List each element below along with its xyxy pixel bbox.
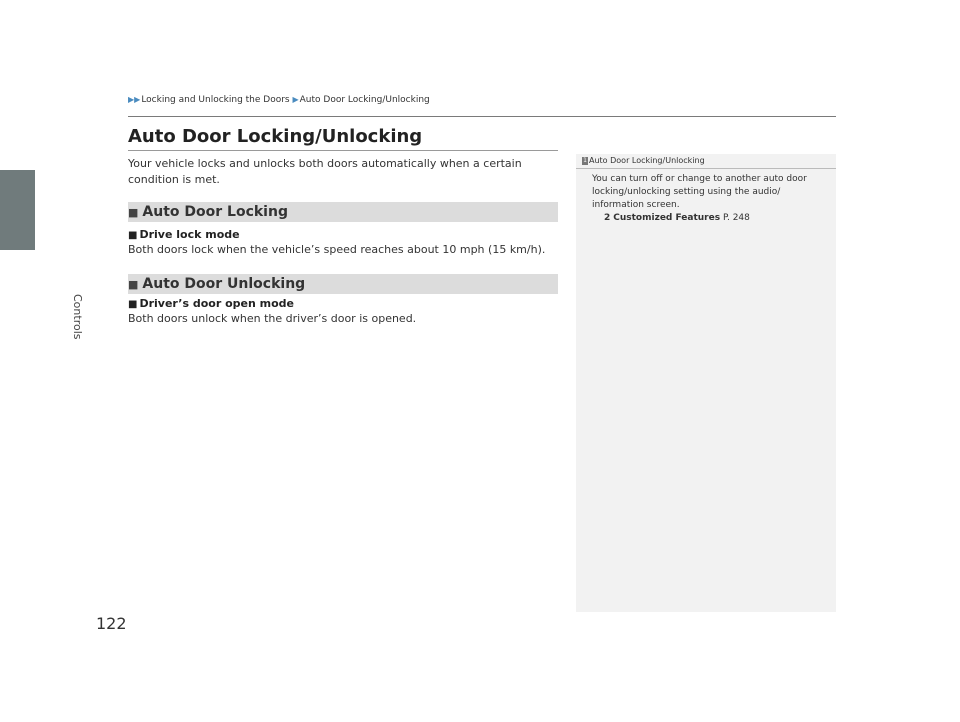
page-number: 122: [96, 614, 127, 633]
section-heading-locking: [128, 202, 558, 222]
breadcrumb-arrow-icon: ▶▶: [128, 95, 141, 104]
subheading-driver-door: [128, 297, 294, 310]
intro-paragraph: Your vehicle locks and unlocks both doors automatically when a certain condition is met.: [128, 157, 522, 186]
driver-door-description: Both doors unlock when the driver’s door is opened.: [128, 312, 417, 325]
subheading-drive-lock: [128, 228, 240, 241]
side-tab-marker: [0, 170, 35, 250]
note-text: You can turn off or change to another auto door locking/unlocking setting using the audio/ information screen.: [592, 174, 807, 210]
header-divider: [128, 116, 836, 117]
note-divider: [576, 168, 836, 169]
breadcrumb-item-current: Auto Door Locking/Unlocking: [299, 95, 430, 105]
breadcrumb-arrow-icon: ▶: [292, 95, 299, 104]
drive-lock-description: Both doors lock when the vehicle’s speed reaches about 10 mph (15 km/h).: [128, 243, 546, 256]
square-bullet-icon: ■: [128, 277, 139, 291]
reference-arrow-icon: 2: [604, 213, 611, 223]
note-heading-label: Auto Door Locking/Unlocking: [589, 156, 705, 165]
title-divider: [128, 150, 558, 151]
cross-reference-link[interactable]: [604, 213, 750, 223]
square-bullet-icon: ■: [128, 230, 138, 241]
side-section-label: Controls: [71, 294, 84, 340]
square-bullet-icon: ■: [128, 205, 139, 219]
square-bullet-icon: ■: [128, 299, 138, 310]
side-note-box: [576, 154, 836, 612]
breadcrumb: [128, 95, 430, 105]
note-heading: [582, 156, 705, 165]
section-heading-unlocking: [128, 274, 558, 294]
page-title: Auto Door Locking/Unlocking: [128, 126, 423, 147]
subheading-label: Driver’s door open mode: [139, 297, 295, 310]
subheading-label: Drive lock mode: [139, 228, 240, 241]
breadcrumb-item-locking[interactable]: Locking and Unlocking the Doors: [141, 95, 290, 105]
reference-page: P. 248: [722, 213, 750, 223]
note-number-icon: 1: [583, 156, 587, 164]
section-heading-label: Auto Door Unlocking: [142, 276, 306, 292]
reference-title: Customized Features: [613, 213, 721, 223]
section-heading-label: Auto Door Locking: [142, 204, 288, 220]
